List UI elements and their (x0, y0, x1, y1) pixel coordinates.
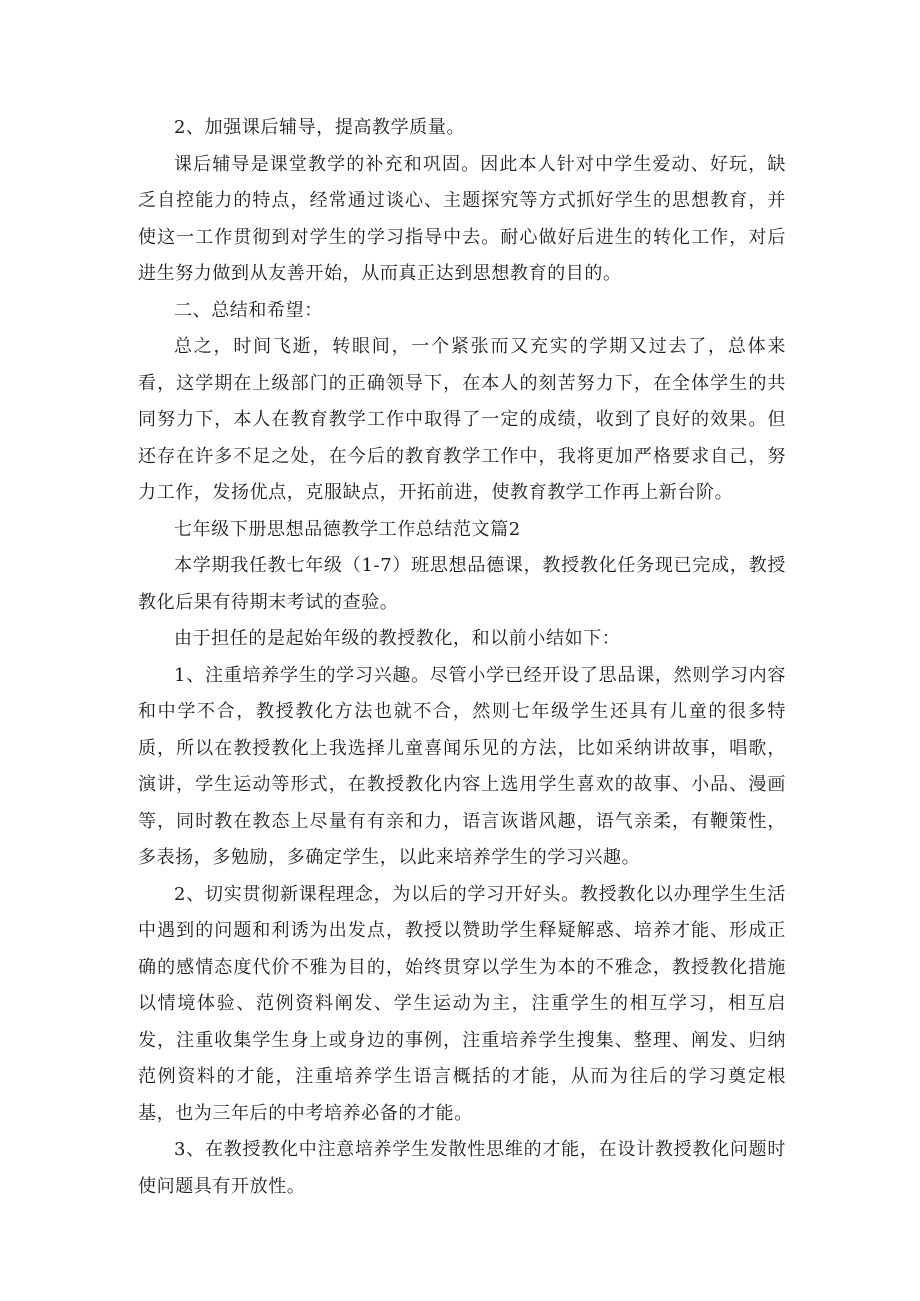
paragraph-7: 由于担任的是起始年级的教授教化，和以前小结如下： (174, 628, 621, 649)
paragraph-6: 本学期我任教七年级（1-7）班思想品德课，教授教化任务现已完成，教授教化后果有待期末考试的查验。 (138, 555, 786, 613)
section-heading-summary: 二、总结和希望： (174, 299, 323, 321)
article-title: 七年级下册思想品德教学工作总结范文篇2 (174, 518, 521, 540)
paragraph-10: 3、在教授教化中注意培养学生发散性思维的才能，在设计教授教化问题时使问题具有开放性。 (138, 1139, 786, 1197)
paragraph-1-heading: 2、加强课后辅导，提高教学质量。 (174, 117, 466, 138)
paragraph-4: 总之，时间飞逝，转眼间，一个紧张而又充实的学期又过去了，总体来看，这学期在上级部门的正确领导下，在本人的刻苦努力下，在全体学生的共同努力下，本人在教育教学工作中取得了一定的成绩，收到了良好的效果。但还存在许多不足之处，在今后的教育教学工作中，我将更加严格要求自己，努力工作，发扬优点，克服缺点，开拓前进，使教育教学工作再上新台阶。 (138, 336, 786, 503)
paragraph-2: 课后辅导是课堂教学的补充和巩固。因此本人针对中学生爱动、好玩，缺乏自控能力的特点，经常通过谈心、主题探究等方式抓好学生的思想教育，并使这一工作贯彻到对学生的学习指导中去。耐心做好后进生的转化工作，对后进生努力做到从友善开始，从而真正达到思想教育的目的。 (138, 153, 786, 284)
paragraph-8: 1、注重培养学生的学习兴趣。尽管小学已经开设了思品课，然则学习内容和中学不合，教授教化方法也就不合，然则七年级学生还具有儿童的很多特质，所以在教授教化上我选择儿童喜闻乐见的方法，比如采纳讲故事，唱歌，演讲，学生运动等形式，在教授教化内容上选用学生喜欢的故事、小品、漫画等，同时教在教态上尽量有有亲和力，语言诙谐风趣，语气亲柔，有鞭策性，多表扬，多勉励，多确定学生，以此来培养学生的学习兴趣。 (138, 664, 786, 868)
document-body (138, 110, 786, 1205)
paragraph-9: 2、切实贯彻新课程理念，为以后的学习开好头。教授教化以办理学生生活中遇到的问题和利诱为出发点，教授以赞助学生释疑解惑、培养才能、形成正确的感情态度代价不雅为目的，始终贯穿以学生为本的不雅念，教授教化措施以情境体验、范例资料阐发、学生运动为主，注重学生的相互学习，相互启发，注重收集学生身上或身边的事例，注重培养学生搜集、整理、阐发、归纳范例资料的才能，注重培养学生语言概括的才能，从而为往后的学习奠定根基，也为三年后的中考培养必备的才能。 (138, 883, 786, 1124)
